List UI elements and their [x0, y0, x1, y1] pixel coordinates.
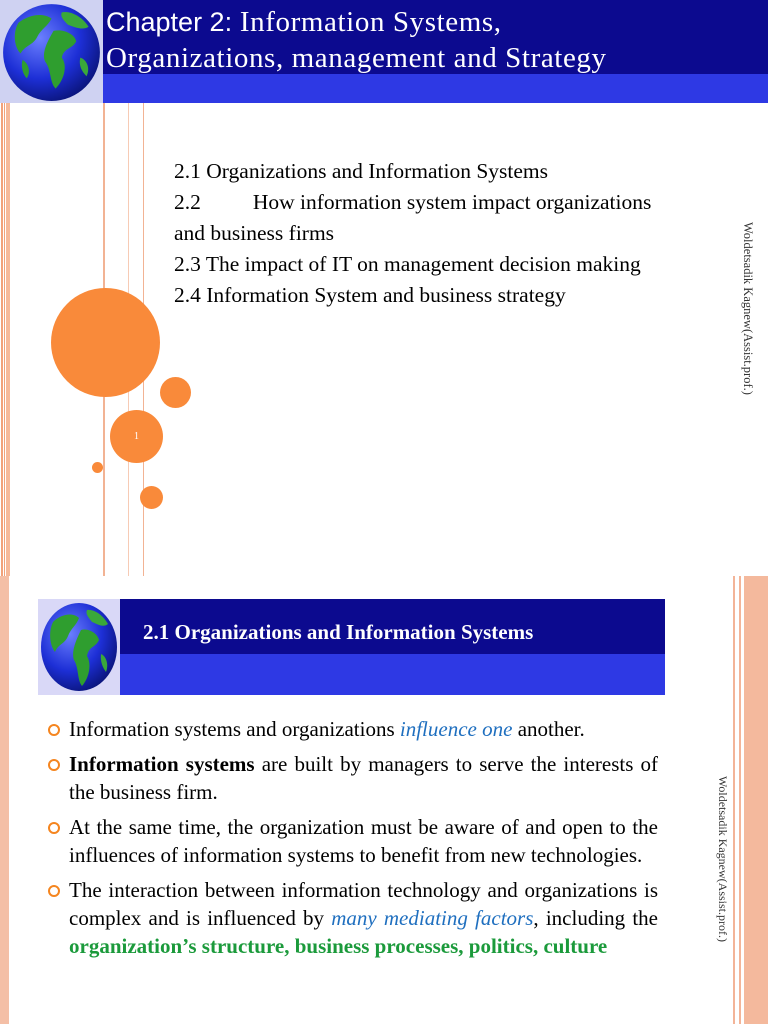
bullet-text: , including the — [533, 906, 658, 930]
circle-bullet-icon — [48, 724, 60, 736]
toc-item: 2.3 The impact of IT on management decision making — [174, 252, 641, 276]
bullet-text: are built by managers to serve the interests of the business firm. — [69, 752, 658, 804]
list-item — [45, 715, 658, 743]
globe-icon — [0, 0, 103, 103]
slide-title — [106, 4, 766, 76]
left-stripe-decoration — [0, 576, 9, 1024]
globe-icon — [39, 600, 119, 694]
author-vertical-text — [735, 222, 759, 422]
author-vertical-text — [712, 776, 734, 996]
decorative-circle — [140, 486, 163, 509]
author-name: Woldetsadik Kagnew(Assist.prof.) — [741, 222, 755, 395]
slide-2 — [0, 576, 768, 1024]
list-item — [45, 813, 658, 869]
circle-bullet-icon — [48, 759, 60, 771]
section-title: 2.1 Organizations and Information Systems — [143, 620, 534, 644]
title-text: Information Systems, — [232, 6, 502, 38]
title-text-line2: Organizations, management and Strategy — [106, 42, 607, 74]
table-of-contents — [174, 156, 739, 311]
toc-item — [174, 187, 739, 218]
decorative-circle — [51, 288, 160, 397]
decorative-circle — [92, 462, 103, 473]
chapter-label: Chapter 2: — [106, 7, 233, 37]
toc-item: 2.4 Information System and business strategy — [174, 283, 566, 307]
toc-item-number: 2.2 — [174, 190, 201, 214]
page-number-badge — [110, 410, 163, 463]
bullet-text: The interaction between information technology and organizations is complex and is influenced by — [69, 878, 658, 930]
emphasis-text: influence one — [399, 717, 513, 741]
page-number: 1 — [134, 431, 139, 442]
author-name: Woldetsadik Kagnew(Assist.prof.) — [716, 776, 730, 943]
bullet-text: Information systems and organizations — [69, 717, 400, 741]
list-item — [45, 750, 658, 806]
right-stripe-decoration — [733, 576, 768, 1024]
decorative-circle — [160, 377, 191, 408]
toc-item-continuation: and business firms — [174, 221, 335, 245]
title-header-band — [103, 74, 768, 103]
toc-item-text: How information system impact organizations — [252, 190, 652, 214]
circle-bullet-icon — [48, 885, 60, 897]
bold-text: Information systems — [69, 752, 255, 776]
highlight-text: organization’s structure, business processes, politics, culture — [69, 934, 608, 958]
section-header-band — [120, 654, 665, 695]
list-item — [45, 876, 658, 960]
bullet-text: another. — [512, 717, 585, 741]
bullet-list — [45, 715, 658, 967]
emphasis-text: many mediating factors — [331, 906, 534, 930]
circle-bullet-icon — [48, 822, 60, 834]
toc-item: 2.1 Organizations and Information Systems — [174, 159, 549, 183]
bullet-text: At the same time, the organization must be aware of and open to the influences of information systems to benefit from new technologies. — [69, 815, 658, 867]
